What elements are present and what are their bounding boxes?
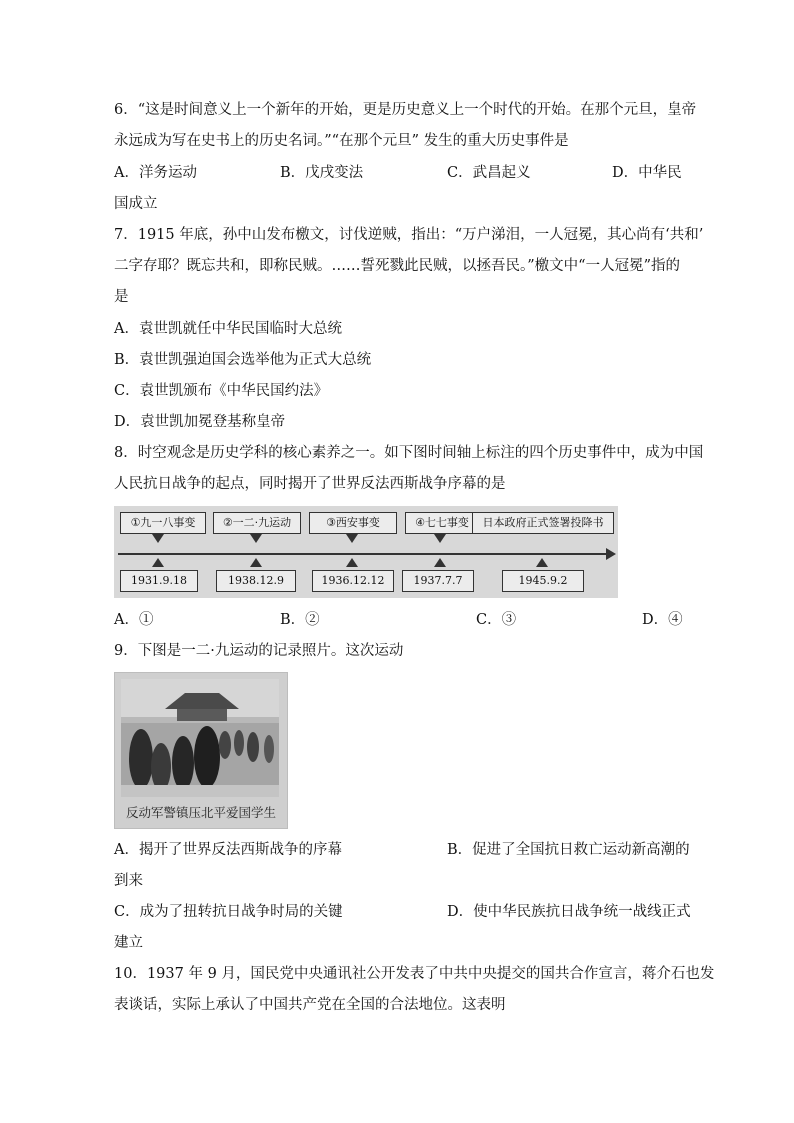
photo-caption: 反动军警镇压北平爱国学生 <box>125 805 276 820</box>
q8-stem-line2: 人民抗日战争的起点，同时揭开了世界反法西斯战争序幕的是 <box>114 476 506 492</box>
timeline-figure <box>114 506 618 598</box>
q6-option-b[interactable]: B．戊戌变法 <box>280 165 364 181</box>
q10-stem-line2: 表谈话，实际上承认了中国共产党在全国的合法地位。这表明 <box>114 997 506 1013</box>
timeline-date-4: 1937.7.7 <box>402 570 474 592</box>
timeline-event-4: ④七七事变 <box>405 512 479 534</box>
timeline-date-5: 1945.9.2 <box>502 570 584 592</box>
photo-image <box>121 679 279 797</box>
timeline-arrow-icon <box>606 548 616 560</box>
photo-scene-icon <box>121 679 279 797</box>
timeline-marker-up-icon <box>152 558 164 567</box>
q8-stem-line1: 8．时空观念是历史学科的核心素养之一。如下图时间轴上标注的四个历史事件中，成为中国 <box>114 445 704 461</box>
timeline-event-3: ③西安事变 <box>309 512 397 534</box>
timeline-marker-up-icon <box>434 558 446 567</box>
q9-option-b[interactable]: B．促进了全国抗日救亡运动新高潮的 <box>447 842 690 858</box>
timeline-event-2: ②一二·九运动 <box>213 512 301 534</box>
q6-option-d-wrap: 国成立 <box>114 196 158 212</box>
timeline-marker-down-icon <box>346 534 358 543</box>
q6-option-d[interactable]: D．中华民 <box>612 165 682 181</box>
q8-option-c[interactable]: C．③ <box>476 612 517 628</box>
q6-stem-line1: 6．“这是时间意义上一个新年的开始，更是历史意义上一个时代的开始。在那个元旦，皇帝 <box>114 102 697 118</box>
q7-option-d[interactable]: D．袁世凯加冕登基称皇帝 <box>114 414 286 430</box>
q9-option-c[interactable]: C．成为了扭转抗日战争时局的关键 <box>114 904 343 920</box>
q10-stem-line1: 10．1937 年 9 月，国民党中央通讯社公开发表了中共中央提交的国共合作宣言，蒋介石也发 <box>114 966 715 982</box>
timeline-event-5: 日本政府正式签署投降书 <box>472 512 614 534</box>
q9-option-d-wrap: 建立 <box>114 935 143 951</box>
q8-option-d[interactable]: D．④ <box>642 612 683 628</box>
q7-stem-line1: 7．1915 年底，孙中山发布檄文，讨伐逆贼，指出：“万户涕泪，一人冠冕，其心尚有‘共和’ <box>114 227 704 243</box>
timeline-date-2: 1938.12.9 <box>216 570 296 592</box>
q9-option-a[interactable]: A．揭开了世界反法西斯战争的序幕 <box>114 842 342 858</box>
q7-option-b[interactable]: B．袁世凯强迫国会选举他为正式大总统 <box>114 352 372 368</box>
q7-option-a[interactable]: A．袁世凯就任中华民国临时大总统 <box>114 321 342 337</box>
timeline-marker-up-icon <box>346 558 358 567</box>
timeline-marker-down-icon <box>434 534 446 543</box>
timeline-marker-down-icon <box>250 534 262 543</box>
q6-option-c[interactable]: C．武昌起义 <box>447 165 531 181</box>
timeline-marker-down-icon <box>152 534 164 543</box>
historical-photo <box>114 672 288 829</box>
q8-option-b[interactable]: B．② <box>280 612 320 628</box>
q8-option-a[interactable]: A．① <box>114 612 154 628</box>
timeline-date-1: 1931.9.18 <box>120 570 198 592</box>
timeline-date-3: 1936.12.12 <box>312 570 394 592</box>
q9-stem-line1: 9．下图是一二·九运动的记录照片。这次运动 <box>114 643 404 659</box>
q9-option-b-wrap: 到来 <box>114 873 143 889</box>
timeline-marker-up-icon <box>250 558 262 567</box>
q7-option-c[interactable]: C．袁世凯颁布《中华民国约法》 <box>114 383 329 399</box>
q9-option-d[interactable]: D．使中华民族抗日战争统一战线正式 <box>447 904 691 920</box>
q6-stem-line2: 永远成为写在史书上的历史名词。”“在那个元旦” 发生的重大历史事件是 <box>114 133 569 149</box>
q7-stem-line2: 二字存耶？既忘共和，即称民贼。……誓死戮此民贼，以拯吾民。”檄文中“一人冠冕”指的 <box>114 258 680 274</box>
timeline-event-1: ①九一八事变 <box>120 512 206 534</box>
timeline-axis <box>118 553 608 555</box>
q7-stem-line3: 是 <box>114 289 129 305</box>
timeline-marker-up-icon <box>536 558 548 567</box>
q6-option-a[interactable]: A．洋务运动 <box>114 165 197 181</box>
